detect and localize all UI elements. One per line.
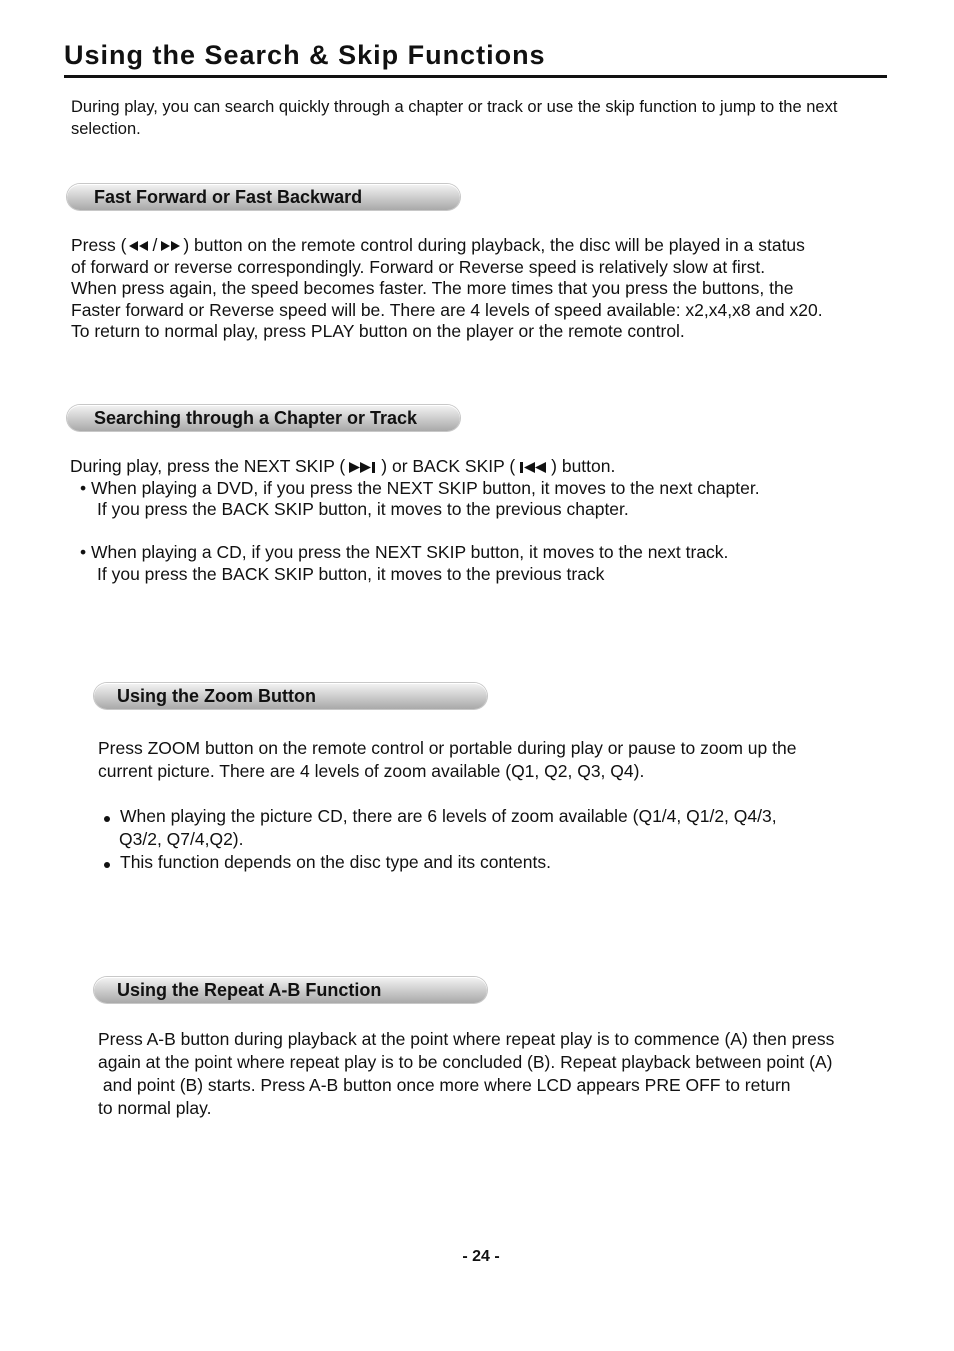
search-bullet-dvd-cont: If you press the BACK SKIP button, it moves to the previous chapter.: [97, 499, 629, 520]
section-heading-label: Using the Repeat A-B Function: [117, 980, 382, 1000]
repeat-line-3: and point (B) starts. Press A-B button once more where LCD appears PRE OFF to return: [98, 1075, 791, 1095]
page-title: Using the Search & Skip Functions: [64, 40, 546, 70]
section-heading-label: Using the Zoom Button: [117, 686, 316, 706]
ff-line-2: of forward or reverse correspondingly. Forward or Reverse speed is relatively slow at first.: [71, 256, 766, 277]
repeat-line-1: Press A-B button during playback at the point where repeat play is to commence (A) then press: [98, 1029, 835, 1049]
zoom-paragraph: [98, 737, 796, 874]
ff-line-4: Faster forward or Reverse speed will be. There are 4 levels of speed available: x2,x4,x8 and x20.: [71, 299, 823, 320]
fast-forward-icon: [159, 240, 181, 252]
search-line-1: During play, press the NEXT SKIP ( ) or BACK SKIP ( ) button.: [70, 456, 616, 476]
search-bullet-dvd: • When playing a DVD, if you press the NEXT SKIP button, it moves to the next chapter.: [80, 477, 760, 498]
section-heading-label: Fast Forward or Fast Backward: [94, 187, 363, 207]
section-heading-zoom: [94, 683, 487, 709]
ff-line-1: Press ( / ) button on the remote control during playback, the disc will be played in a status: [71, 235, 805, 255]
search-bullet-cd: • When playing a CD, if you press the NEXT SKIP button, it moves to the next track.: [80, 542, 729, 563]
repeat-line-4: to normal play.: [98, 1098, 212, 1118]
title-divider: [64, 75, 887, 78]
back-skip-icon: [517, 461, 549, 474]
page-number: - 24 -: [462, 1248, 500, 1265]
ff-line-5: To return to normal play, press PLAY button on the player or the remote control.: [71, 321, 685, 342]
fast-forward-paragraph: [71, 235, 823, 343]
section-heading-search: [67, 405, 460, 431]
repeat-paragraph: [98, 1028, 834, 1120]
zoom-line-2: current picture. There are 4 levels of zoom available (Q1, Q2, Q3, Q4).: [98, 761, 645, 781]
zoom-bullet-picture-cd-cont: Q3/2, Q7/4,Q2).: [119, 829, 244, 849]
intro-paragraph: During play, you can search quickly through a chapter or track or use the skip function to jump to the next selection.: [71, 98, 838, 138]
rewind-icon: [128, 240, 150, 252]
section-heading-repeat: [94, 977, 487, 1003]
zoom-bullet-disc-type: This function depends on the disc type and its contents.: [98, 851, 796, 874]
search-paragraph: [70, 456, 760, 586]
repeat-line-2: again at the point where repeat play is to be concluded (B). Repeat playback between point (A): [98, 1052, 833, 1072]
search-bullet-cd-cont: If you press the BACK SKIP button, it moves to the previous track: [97, 563, 605, 584]
next-skip-icon: [347, 461, 379, 474]
section-heading-label: Searching through a Chapter or Track: [94, 408, 418, 428]
ff-line-3: When press again, the speed becomes faster. The more times that you press the buttons, the: [71, 278, 794, 299]
section-heading-fast-forward: [67, 184, 460, 210]
zoom-bullet-picture-cd: When playing the picture CD, there are 6 levels of zoom available (Q1/4, Q1/2, Q4/3,: [98, 805, 796, 828]
zoom-line-1: Press ZOOM button on the remote control or portable during play or pause to zoom up the: [98, 738, 797, 758]
